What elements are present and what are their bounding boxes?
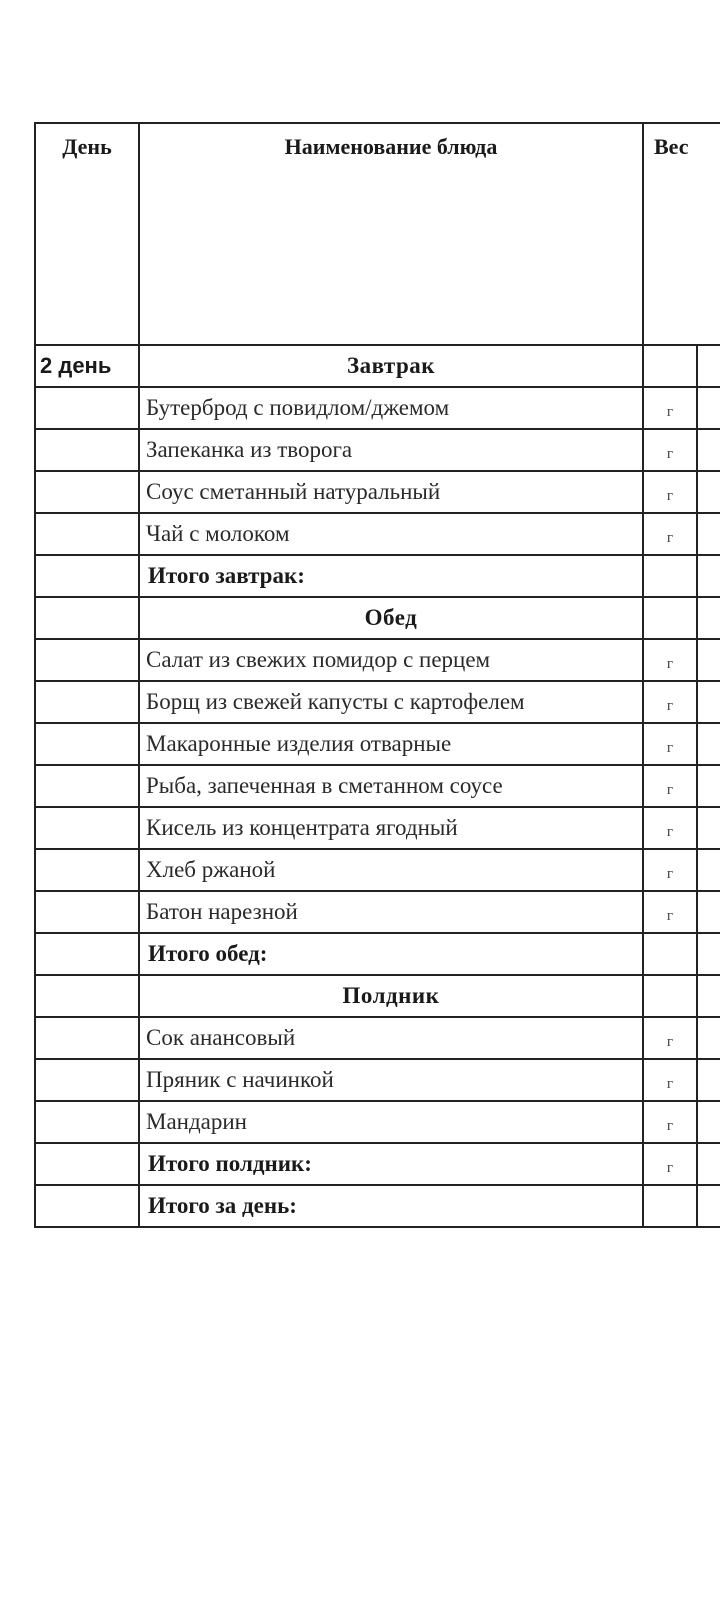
unit-label: г [643, 1059, 697, 1101]
section-row-breakfast [35, 345, 720, 387]
section-title-snack: Полдник [139, 975, 643, 1017]
total-label-day: Итого за день: [139, 1185, 643, 1227]
unit-label: г [643, 765, 697, 807]
unit-label: г [643, 891, 697, 933]
table-row [35, 387, 720, 429]
dish-name: Сок анансовый [139, 1017, 643, 1059]
dish-name: Борщ из свежей капусты с картофелем [139, 681, 643, 723]
day-label: 2 день [35, 345, 139, 387]
unit-label: г [643, 513, 697, 555]
section-title-lunch: Обед [139, 597, 643, 639]
table-row [35, 429, 720, 471]
header-weight: Вес [643, 123, 720, 345]
table-row [35, 639, 720, 681]
dish-name: Салат из свежих помидор с перцем [139, 639, 643, 681]
header-dish-name: Наименование блюда [139, 123, 643, 345]
header-day: День [35, 123, 139, 345]
dish-name: Мандарин [139, 1101, 643, 1143]
unit-label: г [643, 1017, 697, 1059]
unit-label: г [643, 429, 697, 471]
table-row [35, 471, 720, 513]
total-row-snack [35, 1143, 720, 1185]
section-row-lunch [35, 597, 720, 639]
total-label-lunch: Итого обед: [139, 933, 643, 975]
unit-label: г [643, 723, 697, 765]
table-row [35, 1059, 720, 1101]
menu-table [34, 122, 720, 1228]
dish-name: Батон нарезной [139, 891, 643, 933]
total-row-day [35, 1185, 720, 1227]
section-row-snack [35, 975, 720, 1017]
total-label-breakfast: Итого завтрак: [139, 555, 643, 597]
dish-name: Пряник с начинкой [139, 1059, 643, 1101]
dish-name: Кисель из концентрата ягодный [139, 807, 643, 849]
unit-label: г [643, 1143, 697, 1185]
dish-name: Макаронные изделия отварные [139, 723, 643, 765]
total-row-lunch [35, 933, 720, 975]
table-row [35, 891, 720, 933]
unit-label: г [643, 471, 697, 513]
dish-name: Чай с молоком [139, 513, 643, 555]
dish-name: Хлеб ржаной [139, 849, 643, 891]
dish-name: Запеканка из творога [139, 429, 643, 471]
table-row [35, 681, 720, 723]
unit-label: г [643, 849, 697, 891]
dish-name: Бутерброд с повидлом/джемом [139, 387, 643, 429]
table-row [35, 513, 720, 555]
unit-label: г [643, 387, 697, 429]
unit-label: г [643, 681, 697, 723]
dish-name: Соус сметанный натуральный [139, 471, 643, 513]
table-row [35, 849, 720, 891]
unit-label: г [643, 1101, 697, 1143]
table-row [35, 807, 720, 849]
total-row-breakfast [35, 555, 720, 597]
total-label-snack: Итого полдник: [139, 1143, 643, 1185]
table-row [35, 723, 720, 765]
table-row [35, 765, 720, 807]
unit-label: г [643, 807, 697, 849]
table-row [35, 1101, 720, 1143]
table-row [35, 1017, 720, 1059]
dish-name: Рыба, запеченная в сметанном соусе [139, 765, 643, 807]
header-row [35, 123, 720, 345]
unit-label: г [643, 639, 697, 681]
section-title-breakfast: Завтрак [139, 345, 643, 387]
